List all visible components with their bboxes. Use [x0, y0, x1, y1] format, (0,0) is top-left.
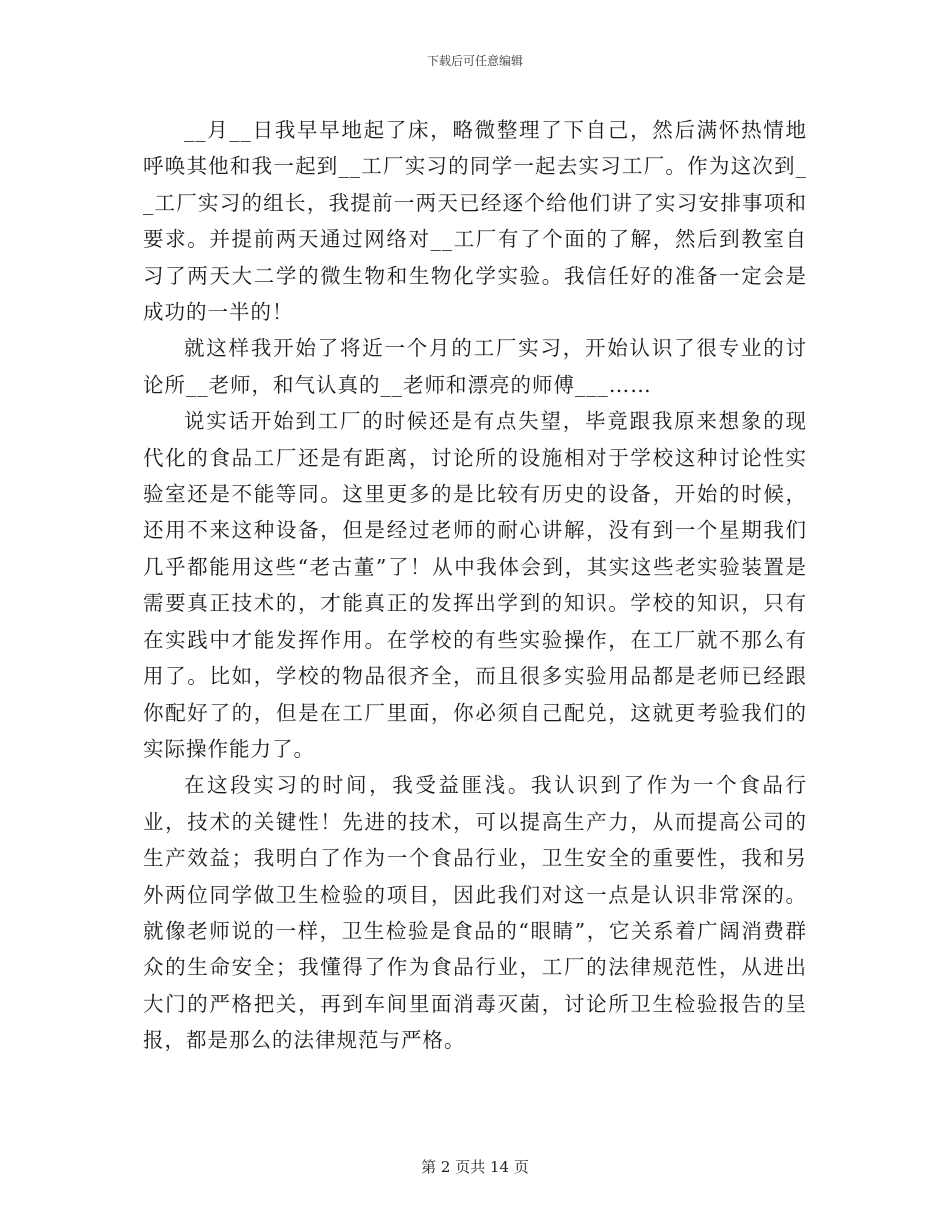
page-header: 下载后可任意编辑 — [426, 54, 523, 68]
paragraph-2: 就这样我开始了将近一个月的工厂实习，开始认识了很专业的讨论所__老师，和气认真的__老师和漂亮的师傅___…… — [143, 336, 807, 397]
paragraph-3: 说实话开始到工厂的时候还是有点失望，毕竟跟我原来想象的现代化的食品工厂还是有距离，讨论所的设施相对于学校这种讨论性实验室还是不能等同。这里更多的是比较有历史的设备，开始的时候，还用不来这种设备，但是经过老师的耐心讲解，没有到一个星期我们几乎都能用这些“老古董”了！从中我体会到，其实这些老实验装置是需要真正技术的，才能真正的发挥出学到的知识。学校的知识，只有在实践中才能发挥作用。在学校的有些实验操作，在工厂就不那么有用了。比如，学校的物品很齐全，而且很多实验用品都是老师已经跟你配好了的，但是在工厂里面，你必须自己配兑，这就更考验我们的实际操作能力了。 — [143, 409, 807, 761]
paragraph-1: __月__日我早早地起了床，略微整理了下自己，然后满怀热情地呼唤其他和我一起到__工厂实习的同学一起去实习工厂。作为这次到__工厂实习的组长，我提前一两天已经逐个给他们讲了实习安排事项和要求。并提前两天通过网络对__工厂有了个面的了解，然后到教室自习了两天大二学的微生物和生物化学实验。我信任好的准备一定会是成功的一半的！ — [143, 118, 807, 325]
document-body — [143, 112, 807, 1059]
page-number-footer: 第 2 页共 14 页 — [421, 1158, 529, 1176]
paragraph-4: 在这段实习的时间，我受益匪浅。我认识到了作为一个食品行业，技术的关键性！先进的技术，可以提高生产力，从而提高公司的生产效益；我明白了作为一个食品行业，卫生安全的重要性，我和另外两位同学做卫生检验的项目，因此我们对这一点是认识非常深的。就像老师说的一样，卫生检验是食品的“眼睛”，它关系着广阔消费群众的生命安全；我懂得了作为食品行业，工厂的法律规范性，从进出大门的严格把关，再到车间里面消毒灭菌，讨论所卫生检验报告的呈报，都是那么的法律规范与严格。 — [143, 773, 807, 1053]
